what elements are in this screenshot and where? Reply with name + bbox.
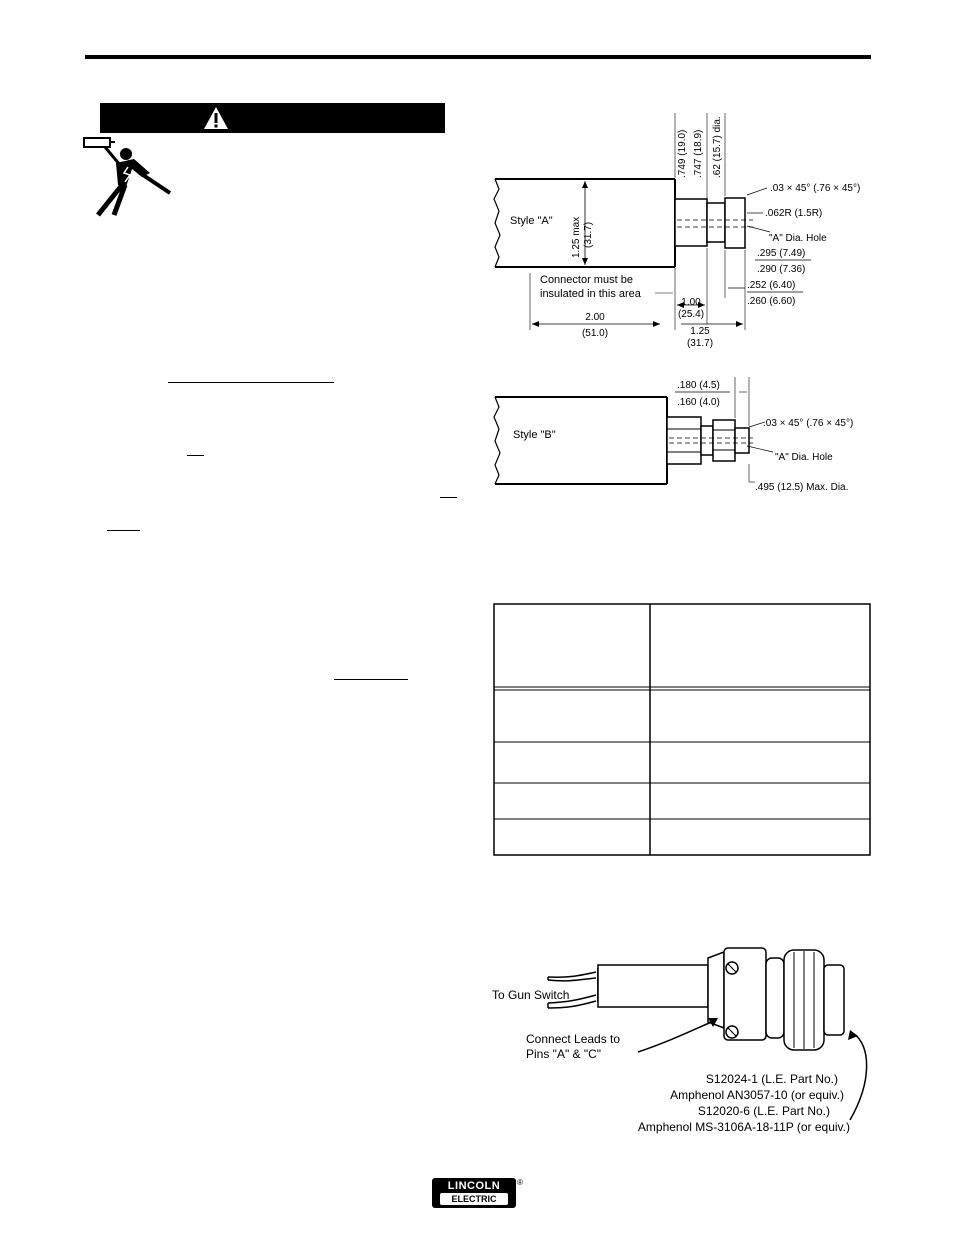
spec-table <box>493 603 873 858</box>
underline-mark <box>440 497 457 498</box>
lincoln-electric-logo <box>432 1178 524 1208</box>
dim-62: .62 (15.7) dia. <box>712 116 723 178</box>
insulation-note-line2: insulated in this area <box>540 288 641 300</box>
dim-295: .295 (7.49) <box>757 248 806 259</box>
dim-125max: 1.25 max <box>571 216 582 258</box>
to-gun-switch-label: To Gun Switch <box>492 988 570 1002</box>
max-dia-note: .495 (12.5) Max. Dia. <box>755 482 849 493</box>
underline-mark <box>107 530 140 531</box>
dim-290: .290 (7.36) <box>757 264 806 275</box>
hole-note-b: "A" Dia. Hole <box>775 452 833 463</box>
dim-747: .747 (18.9) <box>693 129 704 178</box>
dim-200: 2.00 <box>585 312 605 323</box>
dim-180: .180 (4.5) <box>677 380 720 391</box>
warning-triangle-icon <box>203 106 229 130</box>
dim-125: 1.25 <box>690 326 710 337</box>
chamfer-note: .03 × 45° (.76 × 45°) <box>770 183 861 194</box>
dim-254: (25.4) <box>677 309 705 320</box>
chamfer-note-b: .03 × 45° (.76 × 45°) <box>763 418 854 429</box>
style-b-diagram <box>485 372 880 494</box>
connector-diagram <box>488 930 888 1145</box>
dim-100: 1.00 <box>681 297 701 308</box>
radius-note: .062R (1.5R) <box>765 208 823 219</box>
underline-mark <box>187 455 204 456</box>
dim-749: .749 (19.0) <box>677 129 688 178</box>
dim-160: .160 (4.0) <box>677 397 720 408</box>
dim-260: .260 (6.60) <box>747 296 796 307</box>
underline-mark <box>168 382 334 383</box>
style-b-label: Style "B" <box>513 429 556 441</box>
logo-line2: ELECTRIC <box>440 1193 508 1205</box>
dim-510: (51.0) <box>581 328 609 339</box>
part-number-2: Amphenol AN3057-10 (or equiv.) <box>670 1088 844 1102</box>
hole-note: "A" Dia. Hole <box>769 233 827 244</box>
connect-leads-label-1: Connect Leads to <box>526 1032 621 1046</box>
part-number-3: S12020-6 (L.E. Part No.) <box>697 1104 830 1118</box>
dim-317b: (31.7) <box>686 338 714 348</box>
warning-banner <box>100 103 445 133</box>
dim-317: (31.7) <box>583 221 594 248</box>
dim-252: .252 (6.40) <box>747 280 796 291</box>
part-number-4: Amphenol MS-3106A-18-11P (or equiv.) <box>637 1120 850 1134</box>
style-a-label: Style "A" <box>510 215 553 227</box>
logo-registered: ® <box>517 1178 523 1187</box>
electric-shock-icon <box>78 135 178 220</box>
style-a-diagram <box>485 108 880 348</box>
underline-mark <box>334 679 408 680</box>
connect-leads-label-2: Pins "A" & "C" <box>526 1047 602 1061</box>
part-number-1: S12024-1 (L.E. Part No.) <box>705 1072 838 1086</box>
insulation-note-line1: Connector must be <box>540 274 633 286</box>
header-rule <box>85 55 871 59</box>
logo-line1: LINCOLN <box>447 1180 501 1192</box>
